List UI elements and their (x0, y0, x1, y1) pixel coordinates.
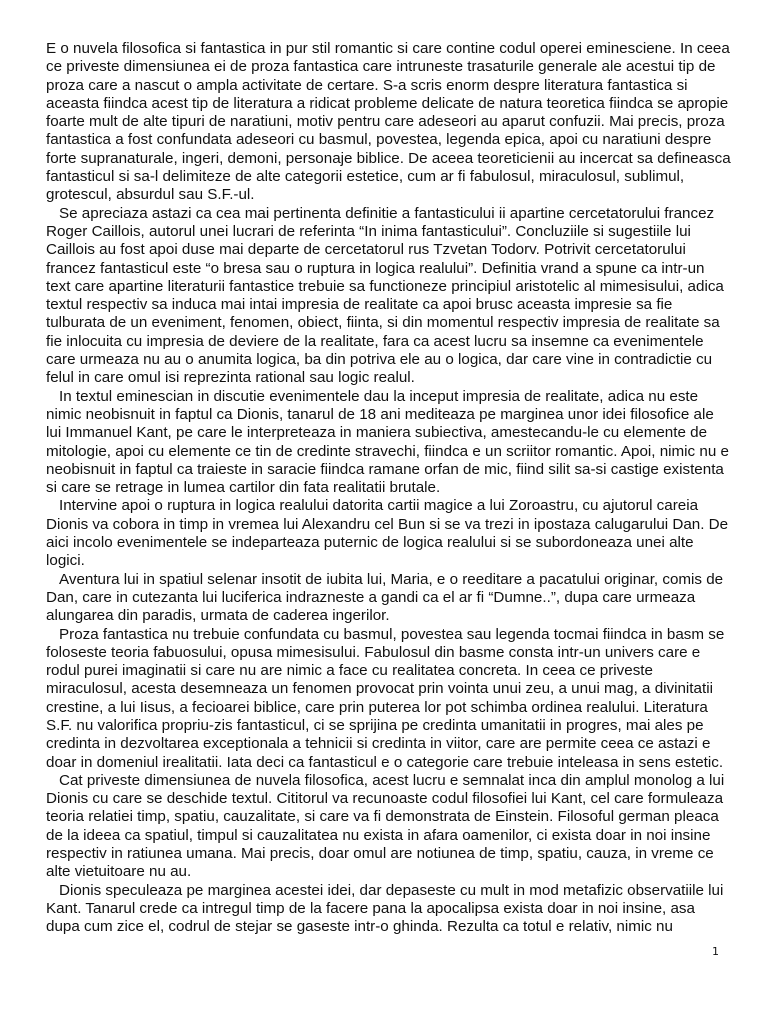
page-number: 1 (712, 945, 719, 958)
paragraph-definition: Se apreciaza astazi ca cea mai pertinenta definitie a fantasticului ii apartine cercetatorului francez Roger Caillois, autorul unei lucrari de referinta “In inima fantasticului”. Concluziile si sugestiile lui Caillois au fost apoi duse mai departe de cercetatorul rus Tzvetan Todorv. Potrivit cercetatorului francez fantasticul este “o bresa sau o ruptura in logica realului”. Definitia vrand a spune ca intr-un text care apartine literaturii fantastice trebuie sa functioneze principiul aristotelic al mimesisului, adica textul respectiv sa induca mai intai impresia de realitate ca apoi brusc aceasta impresie sa fie tulburata de un eveniment, fenomen, obiect, fiinta, si din momentul respectiv impresia de realitate sa fie inlocuita cu impresia de deviere de la realitate, fara ca acest lucru sa insemne ca evenimentele care urmeaza nu au o anumita logica, ba din potriva ele au o logica, dar care vine in contradictie cu felul in care omul isi reprezinta rational sau logic realul. (46, 204, 724, 387)
paragraph-selenar: Aventura lui in spatiul selenar insotit de iubita lui, Maria, e o reeditare a pacatului originar, comis de Dan, care in cutezanta lui luciferica indrazneste a gandi ca el ar fi “Dumne..”, dupa care urmeaza alungarea din paradis, urmata de caderea ingerilor. (46, 570, 724, 625)
paragraph-rupture: Intervine apoi o ruptura in logica realului datorita cartii magice a lui Zoroastru, cu ajutorul careia Dionis va cobora in timp in vremea lui Alexandru cel Bun si se va trezi in ipostaza calugarului Dan. De aici incolo evenimentele se indeparteaza puternic de logica realului si se subordoneaza unei alte logici. (46, 497, 729, 570)
paragraph-philosophy: Cat priveste dimensiunea de nuvela filosofica, acest lucru e semnalat inca din amplul monolog a lui Dionis cu care se deschide textul. Cititorul va recunoaste codul filosofiei lui Kant, cel care formuleaza teoria relatiei timp, spatiu, cauzalitate, si care va fi demonstrata de Einstein. Filosoful german pleaca de la ideea ca spatiul, timpul si cauzalitatea nu exista in afara oamenilor, ci exista doar in noi insine respectiv in ratiunea umana. Mai precis, doar omul are notiunea de timp, spatiu, cauza, in vreme ce alte vietuitoare nu au. (46, 771, 725, 881)
paragraph-realism: In textul eminescian in discutie evenimentele dau la inceput impresia de realitate, adica nu este nimic neobisnuit in faptul ca Dionis, tanarul de 18 ani mediteaza pe marginea unor idei filosofice ale lui Immanuel Kant, pe care le interpreteaza in maniera subiectiva, amestecandu-le cu elemente de mitologie, apoi cu elemente ce tin de credinte stravechi, fiindca e un scriitor romantic. Apoi, nimic nu e neobisnuit in faptul ca traieste in saracie fiindca ramane orfan de mic, fiind silit sa-si castige existenta si care se retrage in lumea cartilor din fata realitatii brutale. (46, 387, 729, 497)
paragraph-dionis: Dionis speculeaza pe marginea acestei idei, dar depaseste cu mult in mod metafizic observatiile lui Kant. Tanarul crede ca intregul timp de la facere pana la apocalipsa exista doar in noi insine, asa dupa cum zice el, codrul de stejar se gaseste intr-o ghinda. Rezulta ca totul e relativ, nimic nu (46, 881, 724, 936)
paragraph-fabulous: Proza fantastica nu trebuie confundata cu basmul, povestea sau legenda tocmai fiindca in basm se foloseste teoria fabuosului, opusa mimesisului. Fabulosul din basme consta intr-un univers care e rodul purei imaginatii si care nu are nimic a face cu realitatea concreta. In ceea ce priveste miraculosul, acesta desemneaza un fenomen provocat prin vointa unui zeu, a unui mag, a divinitatii crestine, a lui Iisus, a fecioarei biblice, care prin puterea lor pot schimba ordinea realului. Literatura S.F. nu valorifica propriu-zis fantasticul, ci se sprijina pe credinta umanitatii in progres, mai ales pe credinta in dezvoltarea exceptionala a tehnicii si credinta in viitor, care are permite ceea ce astazi e doar in domeniul irealitatii. Iata deci ca fantasticul e o categorie care trebuie inteleasa in sens estetic. (46, 625, 725, 771)
paragraph-intro: E o nuvela filosofica si fantastica in pur stil romantic si care contine codul operei eminesciene. In ceea ce priveste dimensiunea ei de proza fantastica care intruneste trasaturile generale ale acestui tip de proza care a nascut o ampla activitate de certare. S-a scris enorm despre literatura fantastica si aceasta fiindca acest tip de literatura a ridicat probleme delicate de natura teoretica fiindca se apropie foarte mult de alte tipuri de naratiuni, motiv pentru care adeseori au aparut confuzii. Mai precis, proza fantastica a fost confundata adeseori cu basmul, povestea, legenda epica, apoi cu naratiuni despre forte supranaturale, ingeri, demoni, personaje biblice. De aceea teoreticienii au incercat sa defineasca fantasticul si sa-l delimiteze de alte categorii estetice, cum ar fi fabulosul, miraculosul, sublimul, grotescul, absurdul sau S.F.-ul. (46, 40, 731, 204)
document-body (46, 40, 732, 937)
